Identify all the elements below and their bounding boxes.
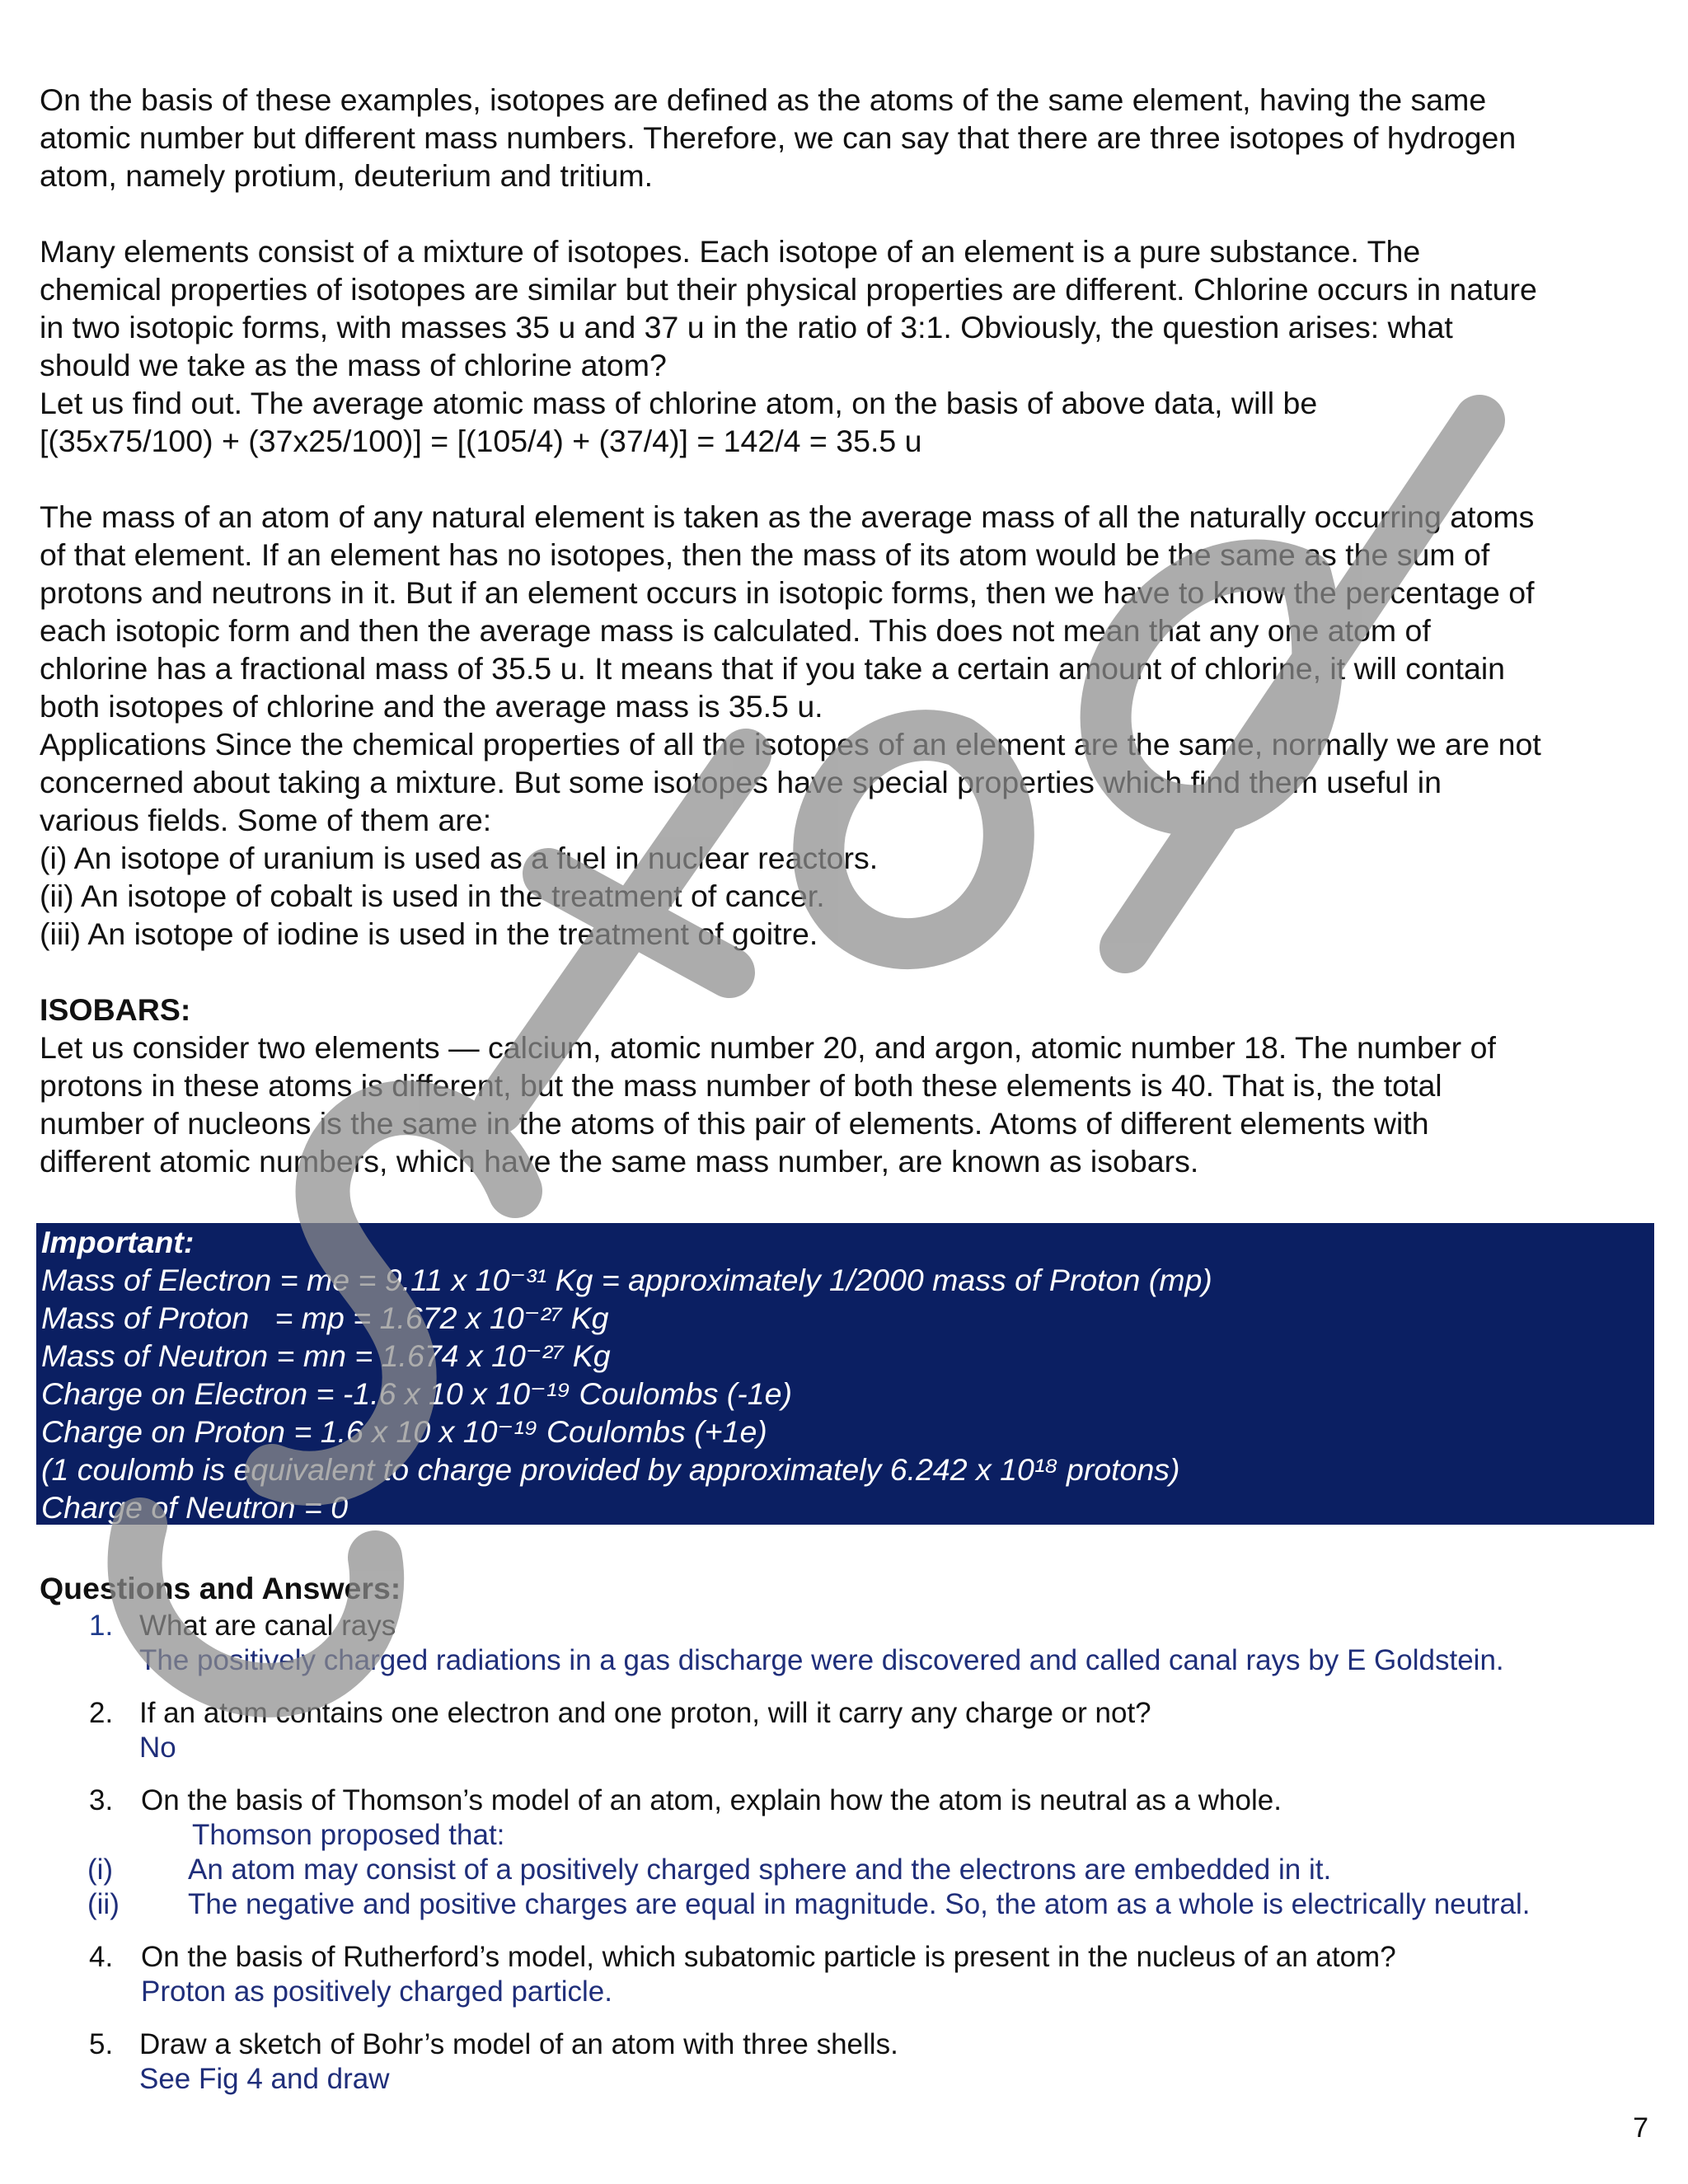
text-line: chemical properties of isotopes are similar but their physical properties are different. Chlorine occurs in nature	[40, 272, 1537, 307]
important-line: Charge on Electron = -1.6 x 10 x 10⁻¹⁹ Coulombs (-1e)	[41, 1376, 792, 1411]
subitem-text: An atom may consist of a positively charged sphere and the electrons are embedded in it.	[188, 1854, 1332, 1886]
text-line: concerned about taking a mixture. But some isotopes have special properties which find them useful in	[40, 765, 1442, 799]
text-line: On the basis of these examples, isotopes are defined as the atoms of the same element, having the same	[40, 82, 1487, 117]
text-line: of that element. If an element has no isotopes, then the mass of its atom would be the same as the sum of	[40, 537, 1490, 572]
answer-subitem	[40, 1887, 1655, 1922]
important-line: (1 coulomb is equivalent to charge provided by approximately 6.242 x 10¹⁸ protons)	[41, 1452, 1180, 1487]
question-number: 2.	[89, 1697, 114, 1729]
answer-text: See Fig 4 and draw	[139, 2063, 390, 2095]
question-text: On the basis of Rutherford’s model, which subatomic particle is present in the nucleus of an atom?	[141, 1941, 1396, 1973]
important-line: Mass of Neutron = mn = 1.674 x 10⁻²⁷ Kg	[41, 1338, 611, 1373]
list-item: (ii) An isotope of cobalt is used in the treatment of cancer.	[40, 879, 825, 913]
question-text: If an atom contains one electron and one proton, will it carry any charge or not?	[139, 1697, 1151, 1729]
subitem-text: The negative and positive charges are equal in magnitude. So, the atom as a whole is electrically neutral.	[188, 1888, 1531, 1920]
text-line: Let us find out. The average atomic mass of chlorine atom, on the basis of above data, will be	[40, 386, 1318, 420]
text-line: Let us consider two elements — calcium, atomic number 20, and argon, atomic number 18. The number of	[40, 1030, 1496, 1065]
text-line: Applications Since the chemical properties of all the isotopes of an element are the same, normally we are not	[40, 727, 1541, 762]
answer-intro: Thomson proposed that:	[192, 1819, 505, 1851]
text-line: atom, namely protium, deuterium and tritium.	[40, 158, 654, 193]
text-line: protons and neutrons in it. But if an element occurs in isotopic forms, then we have to know the percentage of	[40, 575, 1535, 610]
isobars-heading: ISOBARS:	[40, 992, 191, 1027]
paragraph-isobars	[40, 1029, 1655, 1180]
text-line: each isotopic form and then the average mass is calculated. This does not mean that any one atom of	[40, 613, 1431, 648]
body-text	[40, 81, 1655, 1180]
answer-subitem	[40, 1853, 1655, 1887]
text-line: [(35x75/100) + (37x25/100)] = [(105/4) + (37/4)] = 142/4 = 35.5 u	[40, 424, 922, 458]
paragraph-average-mass	[40, 498, 1655, 953]
question-item	[40, 1940, 1655, 2009]
answer-text: No	[139, 1732, 176, 1764]
text-line: The mass of an atom of any natural element is taken as the average mass of all the naturally occurring atoms	[40, 499, 1535, 534]
answer-text: Proton as positively charged particle.	[141, 1975, 612, 2008]
paragraph-isotopes-definition	[40, 81, 1655, 194]
subitem-number: (i)	[87, 1854, 114, 1886]
text-line: number of nucleons is the same in the atoms of this pair of elements. Atoms of different elements with	[40, 1106, 1429, 1141]
page-number: 7	[1633, 2112, 1648, 2144]
question-item	[40, 2027, 1655, 2097]
qa-heading: Questions and Answers:	[40, 1571, 401, 1605]
text-line: protons in these atoms is different, but the mass number of both these elements is 40. That is, the total	[40, 1068, 1442, 1103]
text-line: different atomic numbers, which have the same mass number, are known as isobars.	[40, 1144, 1199, 1179]
question-item	[40, 1609, 1655, 1678]
important-box	[36, 1223, 1654, 1525]
subitem-number: (ii)	[87, 1888, 120, 1920]
important-line: Charge of Neutron = 0	[41, 1490, 349, 1525]
question-text: Draw a sketch of Bohr’s model of an atom with three shells.	[139, 2028, 898, 2060]
text-line: various fields. Some of them are:	[40, 803, 492, 837]
question-number: 3.	[89, 1784, 114, 1816]
question-number: 5.	[89, 2028, 114, 2060]
question-number: 4.	[89, 1941, 114, 1973]
important-title: Important:	[41, 1225, 195, 1259]
question-number: 1.	[89, 1610, 114, 1642]
text-line: Many elements consist of a mixture of isotopes. Each isotope of an element is a pure substance. The	[40, 234, 1421, 269]
list-item: (i) An isotope of uranium is used as a fuel in nuclear reactors.	[40, 841, 879, 875]
text-line: both isotopes of chlorine and the average mass is 35.5 u.	[40, 689, 823, 724]
paragraph-mixture-of-isotopes	[40, 232, 1655, 460]
answer-text: The positively charged radiations in a gas discharge were discovered and called canal rays by E Goldstein.	[139, 1644, 1504, 1676]
questions-and-answers	[40, 1569, 1655, 2097]
important-line: Mass of Electron = me = 9.11 x 10⁻³¹ Kg = approximately 1/2000 mass of Proton (mp)	[41, 1263, 1212, 1297]
text-line: in two isotopic forms, with masses 35 u and 37 u in the ratio of 3:1. Obviously, the question arises: what	[40, 310, 1453, 344]
important-line: Charge on Proton = 1.6 x 10 x 10⁻¹⁹ Coulombs (+1e)	[41, 1414, 767, 1449]
text-line: should we take as the mass of chlorine atom?	[40, 348, 667, 382]
important-line: Mass of Proton = mp = 1.672 x 10⁻²⁷ Kg	[41, 1301, 609, 1335]
question-text: On the basis of Thomson’s model of an atom, explain how the atom is neutral as a whole.	[141, 1784, 1282, 1816]
question-text: What are canal rays	[139, 1610, 396, 1642]
text-line: chlorine has a fractional mass of 35.5 u. It means that if you take a certain amount of chlorine, it will contain	[40, 651, 1506, 686]
question-item	[40, 1696, 1655, 1765]
list-item: (iii) An isotope of iodine is used in the treatment of goitre.	[40, 916, 818, 951]
text-line: atomic number but different mass numbers. Therefore, we can say that there are three isotopes of hydrogen	[40, 120, 1517, 155]
question-item	[40, 1783, 1655, 1853]
